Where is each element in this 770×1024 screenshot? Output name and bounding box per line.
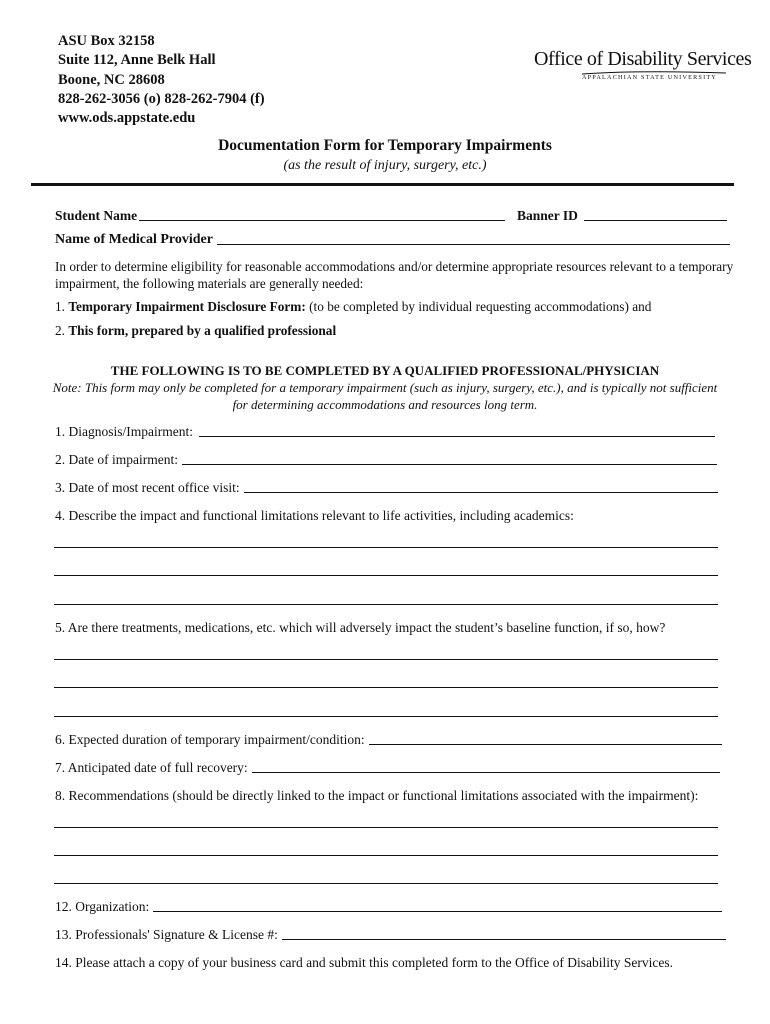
question-1-blank[interactable] (199, 435, 715, 437)
question-13-label: 13. Professionals' Signature & License #: (55, 927, 278, 942)
question-14 (55, 955, 673, 971)
student-name-label: Student Name (55, 208, 138, 223)
answer-line[interactable] (54, 659, 718, 660)
question-6[interactable] (55, 732, 722, 748)
answer-line[interactable] (54, 604, 718, 605)
ods-logo (534, 48, 752, 81)
section-heading: THE FOLLOWING IS TO BE COMPLETED BY A QUALIFIED PROFESSIONAL/PHYSICIAN (110, 363, 660, 378)
address-block (58, 32, 265, 128)
question-3-blank[interactable] (244, 491, 718, 493)
answer-line[interactable] (54, 883, 718, 884)
question-12-blank[interactable] (153, 910, 722, 912)
answer-line[interactable] (54, 687, 718, 688)
question-6-blank[interactable] (369, 743, 722, 745)
item-number: 2. (55, 323, 65, 338)
question-7-blank[interactable] (252, 771, 720, 773)
medical-provider-field[interactable] (55, 232, 730, 248)
form-subtitle: (as the result of injury, surgery, etc.) (283, 158, 487, 173)
logo-text: Office of Disability Services (534, 48, 752, 70)
address-line: Boone, NC 28608 (58, 71, 165, 88)
question-8-label: 8. Recommendations (should be directly linked to the impact or functional limitations associated with the impairment): (55, 788, 699, 803)
question-1[interactable] (55, 424, 715, 440)
question-5-label: 5. Are there treatments, medications, etc. which will adversely impact the student’s baseline function, if so, how? (55, 620, 666, 635)
question-6-label: 6. Expected duration of temporary impairment/condition: (55, 732, 365, 747)
intro-paragraph: In order to determine eligibility for reasonable accommodations and/or determine appropriate resources relevant to a temporary impairment, the following materials are generally needed: (55, 259, 734, 291)
medical-provider-label: Name of Medical Provider (55, 232, 213, 247)
banner-id-blank[interactable] (584, 219, 727, 221)
website-line: www.ods.appstate.edu (58, 110, 196, 127)
question-12[interactable] (55, 899, 722, 915)
question-3[interactable] (55, 480, 718, 496)
student-name-blank[interactable] (139, 219, 505, 221)
answer-line[interactable] (54, 827, 718, 828)
item-1-rest: (to be completed by individual requesting accommodations) and (309, 299, 652, 314)
materials-item-2 (55, 322, 735, 339)
question-2[interactable] (55, 452, 717, 468)
question-3-label: 3. Date of most recent office visit: (55, 480, 240, 495)
question-4-label: 4. Describe the impact and functional limitations relevant to life activities, including academics: (55, 508, 574, 523)
question-4 (55, 508, 574, 524)
item-1-bold: Temporary Impairment Disclosure Form: (68, 299, 306, 314)
question-5 (55, 620, 665, 636)
question-12-label: 12. Organization: (55, 899, 150, 914)
medical-provider-blank[interactable] (217, 243, 730, 245)
logo-subtext: APPALACHIAN STATE UNIVERSITY (582, 74, 717, 81)
question-8 (55, 788, 698, 804)
question-7[interactable] (55, 760, 720, 776)
materials-item-1 (55, 298, 735, 315)
banner-id-label: Banner ID (517, 208, 578, 223)
answer-line[interactable] (54, 716, 718, 717)
question-13[interactable] (55, 927, 726, 943)
form-title: Documentation Form for Temporary Impairments (218, 137, 552, 154)
answer-line[interactable] (54, 547, 718, 548)
question-13-blank[interactable] (282, 938, 726, 940)
answer-line[interactable] (54, 855, 718, 856)
item-2-bold: This form, prepared by a qualified professional (68, 323, 337, 338)
section-note: Note: This form may only be completed for a temporary impairment (such as injury, surgery, etc.), and is typically not sufficient for determining accommodations and resources long term. (52, 380, 718, 412)
answer-line[interactable] (54, 575, 718, 576)
header-divider (31, 183, 734, 186)
item-number: 1. (55, 299, 65, 314)
question-2-label: 2. Date of impairment: (55, 452, 178, 467)
banner-id-field[interactable] (517, 208, 727, 224)
question-2-blank[interactable] (182, 463, 717, 465)
question-14-label: 14. Please attach a copy of your business card and submit this completed form to the Office of Disability Services. (55, 955, 673, 970)
question-7-label: 7. Anticipated date of full recovery: (55, 760, 248, 775)
phone-line: 828-262-3056 (o) 828-262-7904 (f) (58, 90, 265, 107)
address-line: Suite 112, Anne Belk Hall (58, 52, 216, 69)
address-line: ASU Box 32158 (58, 33, 155, 49)
question-1-label: 1. Diagnosis/Impairment: (55, 424, 193, 439)
student-name-field[interactable] (55, 208, 505, 224)
